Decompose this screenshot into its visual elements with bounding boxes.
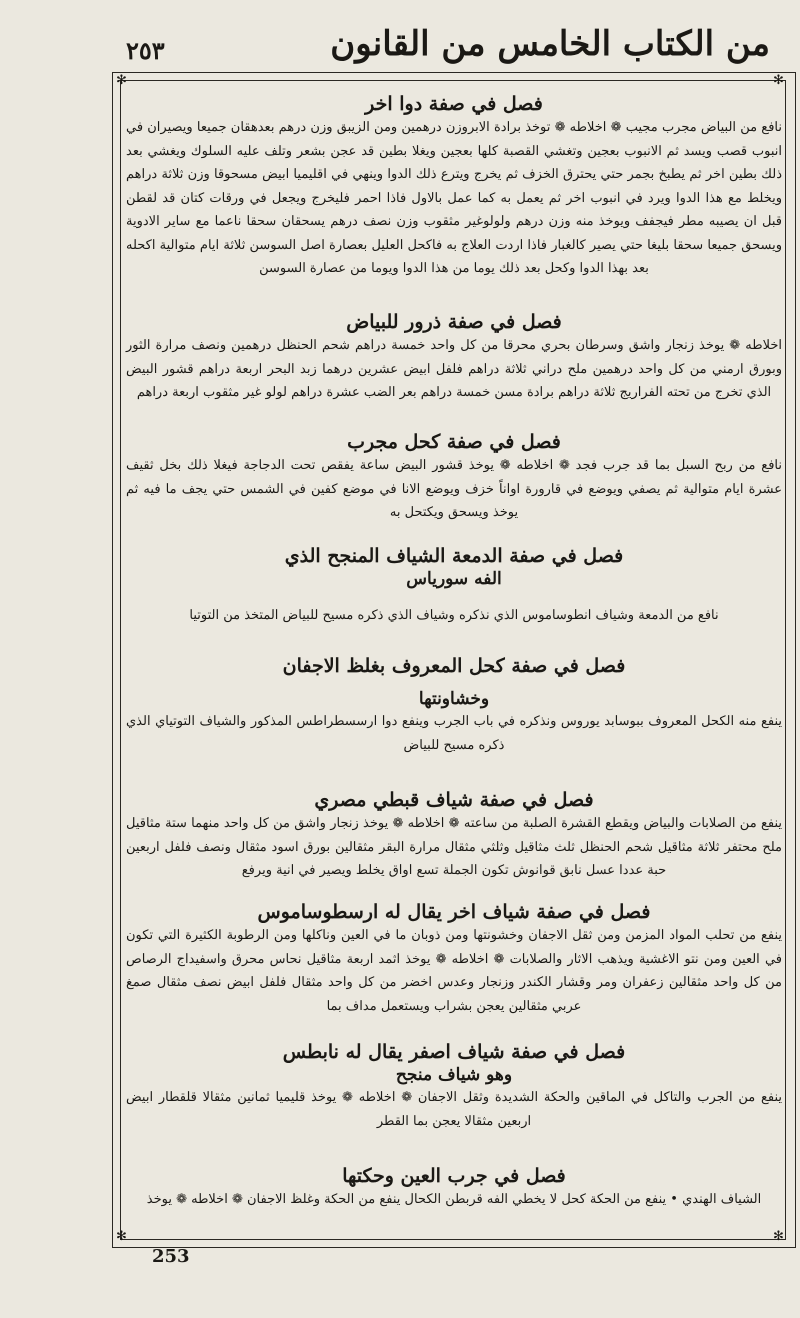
corner-ornament: ✻ (773, 1229, 784, 1244)
section-title: فصل في صفة كحل مجرب (347, 431, 561, 453)
section-title: فصل في صفة دوا اخر (365, 93, 543, 115)
running-title: من الكتاب الخامس من القانون (330, 24, 770, 64)
section-title: فصل في صفة كحل المعروف بغلظ الاجفان (282, 655, 626, 677)
text-column (122, 88, 786, 1236)
running-header (100, 18, 790, 70)
section-body: الشياف الهندي • ينفع من الحكة كحل لا يخطي الفه قربطن الكحال ينفع من الحكة وغلظ الاجفان ❁ اخلاطه ❁ يوخذ (146, 1192, 762, 1207)
section-1 (122, 92, 786, 281)
section-body: ينفع من الصلابات والبياض ويقطع القشرة الصلبة من ساعته ❁ اخلاطه ❁ يوخذ زنجار واشق من كل واحد منهما ستة مثاقيل ملح محتفر ثلاثة مثاقيل شحم الحنظل ثلث مثاقيل وثلثي مثقال مرارة البقر مثقالين بورق اسود مثقال ونصف فلفل اربعين حبة عددا عسل نابق قوانوش تكون الجملة تسع اواق يخلط ويصير في انية ويرفع (126, 816, 782, 878)
section-2 (122, 310, 786, 405)
section-body: ينفع من تحلب المواد المزمن ومن ثقل الاجفان وخشونتها ومن ذوبان ما في العين وناكلها ومن الرطوبة الكثيرة التي تكون في العين ومن نتو الاغشية ويذهب الاثار والصلابات ❁ اخلاطه ❁ يوخذ اثمد اربعة مثاقيل نحاس محرق واسفيداج الرصاص من كل واحد مثقالين زعفران ومر وقشار الكندر وزنجار وعدس اخضر من كل واحد مثقال فلفل ابيض نصف مثقال صمغ عربي مثقالين يعجن بشراب ويستعمل مداف بما (126, 928, 782, 1014)
corner-ornament: ✻ (773, 73, 784, 88)
section-body: نافع من البياض مجرب مجيب ❁ اخلاطه ❁ توخذ برادة الابروزن درهمين ومن الزيبق وزن درهم بعدهقان جميعا ويصيران في انبوب قصب ويسد ثم الانبوب بعجين وتغشي القصبة كلها بعجين ويغلا بطين قد عجن بشعر وتلف عليه السلوك ويغشي بعد ذلك بطين اخر ثم يطبخ بجمر حتي يحترق الخزف ثم يخرج ويترع ذلك الدوا وينهي في اقليميا ابيض مسحوقا وزن ثلاثة دراهم ويخلط مع هذا الدوا ويرد في انبوب اخر ثم يعمل به كما عمل بالاول فاذا احمر فليخرج ويجعل في ورقات كتان قد لقطن قبل ان يصيبه مطر فيجفف ويوخذ منه وزن درهم ولولوغير مثقوب وزن نصف درهم يسحقان سحقا ناعما مع ساير الادوية ويسحق جميعا سحقا بليغا حتي يصير كالغبار فاذا اردت العلاج به فاكحل العليل بعصارة اصل السوسن ثلاثة ايام متوالية اكحله بعد بهذا الدوا وكحل بعد ذلك يوما من هذا الدوا ويوما من عصارة السوسن (126, 120, 782, 276)
section-body: اخلاطه ❁ يوخذ زنجار واشق وسرطان بحري محرقا من كل واحد خمسة دراهم شحم الحنظل درهمين ونصف مرارة الثور وبورق ارمني من كل واحد درهمين ملح دراني ثلاثة دراهم فلفل ابيض عشرين درهما زبد البحر اربعة دراهم قشور البيض الذي تخرج من تحته الفراريج ثلاثة دراهم برادة مسن خمسة دراهم بعر الضب عشرة دراهم لولو غير مثقوب اربعة دراهم (126, 338, 782, 400)
section-body: نافع من ربح السبل بما قد جرب فجد ❁ اخلاطه ❁ يوخذ قشور البيض ساعة يفقص تحت الدجاجة فيغلا ذلك بخل ثقيف عشرة ايام متوالية ثم يصفي ويوضع في قارورة اواناً خزف ويوضع الانا في موضع كفين في الشمس حتي يجف ما فيه ثم يوخذ ويسحق ويكتحل به (126, 458, 782, 520)
section-body: نافع من الدمعة وشياف انطوساموس الذي نذكره وشياف الذي ذكره مسيح للبياض المتخذ من التوتيا (189, 608, 719, 623)
section-title: فصل في صفة شياف قبطي مصري (314, 789, 594, 811)
corner-ornament: ✻ (116, 73, 127, 88)
section-8 (122, 1040, 786, 1133)
section-title: فصل في جرب العين وحكتها (342, 1165, 566, 1187)
section-3 (122, 430, 786, 525)
section-5 (122, 654, 786, 757)
section-6 (122, 788, 786, 883)
section-7 (122, 900, 786, 1018)
section-4 (122, 544, 786, 628)
section-9 (122, 1164, 786, 1212)
section-title: فصل في صفة شياف اخر يقال له ارسطوساموس (257, 901, 651, 923)
section-subtitle: وخشاونتها (418, 689, 490, 709)
section-title: فصل في صفة الدمعة الشياف المنجح الذي (284, 545, 624, 567)
footer-page-number: 253 (152, 1246, 190, 1267)
corner-ornament: ✻ (116, 1229, 127, 1244)
section-title: فصل في صفة شياف اصفر يقال له نابطس (282, 1041, 626, 1063)
section-subtitle: الفه سورياس (406, 569, 502, 589)
section-subtitle: وهو شياف منجح (395, 1065, 513, 1085)
section-title: فصل في صفة ذرور للبياض (346, 311, 562, 333)
section-body: ينفع منه الكحل المعروف ببوسابد يوروس ونذكره في باب الجرب وينفع دوا ارسسطراطس المذكور والشياف التوتياي الذي ذكره مسيح للبياض (126, 714, 782, 753)
section-body: ينفع من الجرب والتاكل في الماقين والحكة الشديدة وثقل الاجفان ❁ اخلاطه ❁ يوخذ قليميا ثمانين مثقالا قلقطار ابيض اربعين مثقالا يعجن بما القطر (126, 1090, 782, 1129)
header-page-number: ٢٥٣ (126, 36, 165, 65)
